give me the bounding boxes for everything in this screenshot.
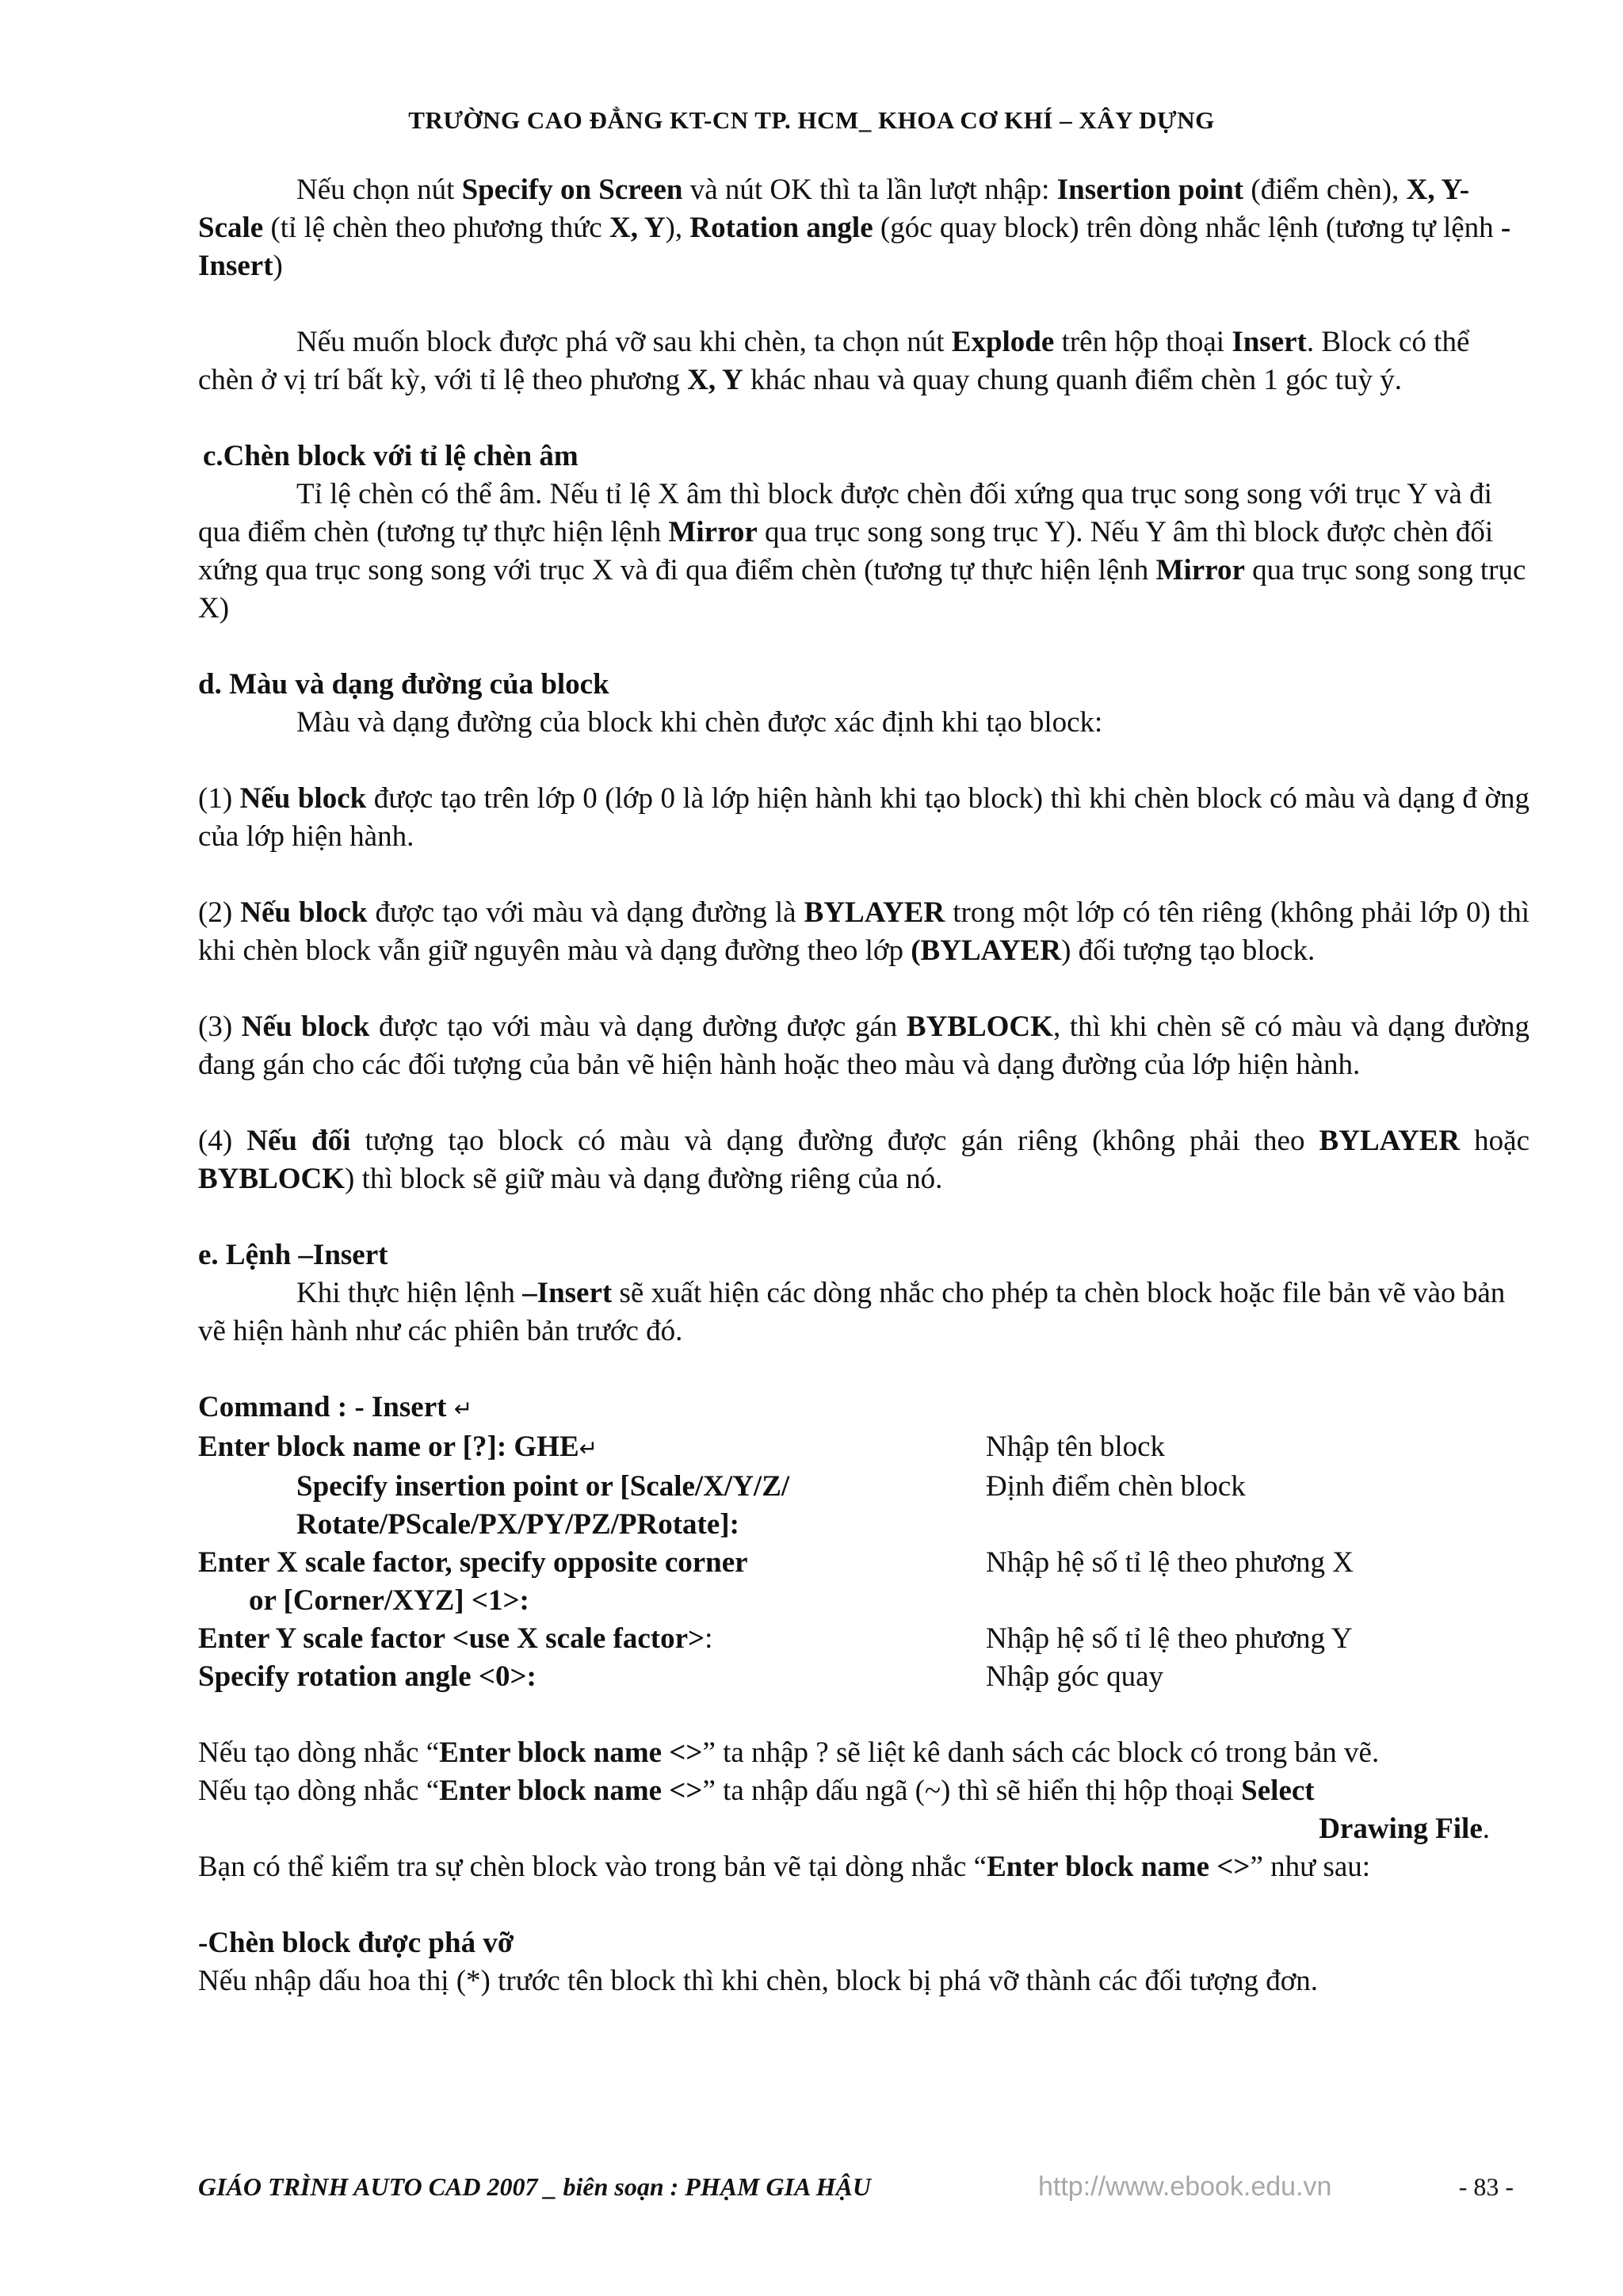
note-select-drawing-continued: Drawing File.	[1319, 1813, 1490, 1845]
prompt-cell: Enter X scale factor, specify opposite corner	[198, 1546, 748, 1579]
description-cell: Nhập hệ số tỉ lệ theo phương Y	[986, 1622, 1353, 1655]
return-key-icon: ↵	[453, 1396, 473, 1422]
prompt-cell: Enter block name or [?]: GHE↵	[198, 1431, 598, 1463]
table-row	[198, 1506, 1529, 1544]
description-cell	[986, 1582, 1529, 1620]
command-prompt-table	[198, 1428, 1529, 1696]
list-item-layer-0: (1) Nếu block được tạo trên lớp 0 (lớp 0 là lớp hiện hành khi tạo block) thì khi chèn block có màu và dạng đ ờng của lớp hiện hành.	[198, 782, 1529, 853]
return-key-icon: ↵	[579, 1435, 598, 1461]
description-cell: Nhập hệ số tỉ lệ theo phương X	[986, 1546, 1354, 1579]
paragraph-color-intro: Màu và dạng đường của block khi chèn được xác định khi tạo block:	[296, 706, 1103, 739]
heading-insert-command: e. Lệnh –Insert	[198, 1239, 388, 1271]
prompt-cell: Specify insertion point or [Scale/X/Y/Z/	[296, 1470, 790, 1503]
heading-color-linetype: d. Màu và dạng đường của block	[198, 668, 609, 701]
paragraph-explode: Nếu muốn block được phá vỡ sau khi chèn, ta chọn nút Explode trên hộp thoại Insert. Block có thể chèn ở vị trí bất kỳ, với tỉ lệ theo phương X, Y khác nhau và quay chung quanh điểm chèn 1 góc tuỳ ý.	[198, 326, 1470, 396]
prompt-cell: Rotate/PScale/PX/PY/PZ/PRotate]:	[296, 1508, 739, 1541]
list-item-own-color: (4) Nếu đối tượng tạo block có màu và dạng đường được gán riêng (không phải theo BYLAYER hoặc BYBLOCK) thì block sẽ giữ màu và dạng đường riêng của nó.	[198, 1125, 1529, 1195]
page-content	[198, 171, 1529, 2000]
table-row	[198, 1658, 1529, 1696]
table-row	[198, 1544, 1529, 1582]
paragraph-specify-on-screen: Nếu chọn nút Specify on Screen và nút OK thì ta lần lượt nhập: Insertion point (điểm chèn), X, Y-Scale (tỉ lệ chèn theo phương thức X, Y), Rotation angle (góc quay block) trên dòng nhắc lệnh (tương tự lệnh -Insert)	[198, 174, 1511, 282]
list-item-bylayer: (2) Nếu block được tạo với màu và dạng đường là BYLAYER trong một lớp có tên riêng (không phải lớp 0) thì khi chèn block vẫn giữ nguyên màu và dạng đường theo lớp (BYLAYER) đối tượng tạo block.	[198, 896, 1530, 967]
description-cell: Nhập tên block	[986, 1431, 1166, 1463]
page-footer	[198, 2168, 1514, 2207]
list-item-byblock: (3) Nếu block được tạo với màu và dạng đường được gán BYBLOCK, thì khi chèn sẽ có màu và dạng đường đang gán cho các đối tượng của bản vẽ hiện hành hoặc theo màu và dạng đường của lớp hiện hành.	[198, 1010, 1529, 1081]
description-cell: Định điểm chèn block	[986, 1470, 1246, 1503]
description-cell: Nhập góc quay	[986, 1660, 1163, 1693]
prompt-cell: Enter Y scale factor <use X scale factor>:	[198, 1622, 713, 1655]
paragraph-insert-command: Khi thực hiện lệnh –Insert sẽ xuất hiện các dòng nhắc cho phép ta chèn block hoặc file bản vẽ vào bản vẽ hiện hành như các phiên bản trước đó.	[198, 1277, 1506, 1347]
table-row	[198, 1620, 1529, 1658]
note-select-drawing: Nếu tạo dòng nhắc “Enter block name <>” ta nhập dấu ngã (~) thì sẽ hiển thị hộp thoại Select	[198, 1775, 1315, 1807]
paragraph-explode-insert: Nếu nhập dấu hoa thị (*) trước tên block thì khi chèn, block bị phá vỡ thành các đối tượng đơn.	[198, 1965, 1319, 1997]
note-check-insert: Bạn có thể kiểm tra sự chèn block vào trong bản vẽ tại dòng nhắc “Enter block name <>” như sau:	[198, 1851, 1371, 1883]
footer-url: http://www.ebook.edu.vn	[1038, 2172, 1332, 2202]
table-row	[198, 1582, 1529, 1620]
footer-book-title: GIÁO TRÌNH AUTO CAD 2007 _ biên soạn : PHẠM GIA HẬU	[198, 2172, 872, 2201]
paragraph-negative-scale: Tỉ lệ chèn có thể âm. Nếu tỉ lệ X âm thì block được chèn đối xứng qua trục song song với trục Y và đi qua điểm chèn (tương tự thực hiện lệnh Mirror qua trục song song trục Y). Nếu Y âm thì block được chèn đối xứng qua trục song song với trục X và đi qua điểm chèn (tương tự thực hiện lệnh Mirror qua trục song song trục X)	[198, 478, 1526, 625]
prompt-cell: or [Corner/XYZ] <1>:	[249, 1584, 529, 1617]
table-row	[198, 1468, 1529, 1506]
description-cell	[986, 1506, 1529, 1544]
note-list-blocks: Nếu tạo dòng nhắc “Enter block name <>” ta nhập ? sẽ liệt kê danh sách các block có trong bản vẽ.	[198, 1736, 1380, 1769]
command-line: Command : - Insert ↵	[198, 1391, 473, 1423]
heading-explode-insert: -Chèn block được phá vỡ	[198, 1927, 514, 1959]
page-header: TRƯỜNG CAO ĐẲNG KT-CN TP. HCM_ KHOA CƠ KHÍ – XÂY DỰNG	[408, 106, 1215, 134]
page-number: - 83 -	[1458, 2172, 1514, 2201]
heading-negative-scale: c.Chèn block với tỉ lệ chèn âm	[203, 440, 579, 472]
table-row	[198, 1428, 1529, 1468]
prompt-cell: Specify rotation angle <0>:	[198, 1660, 537, 1693]
